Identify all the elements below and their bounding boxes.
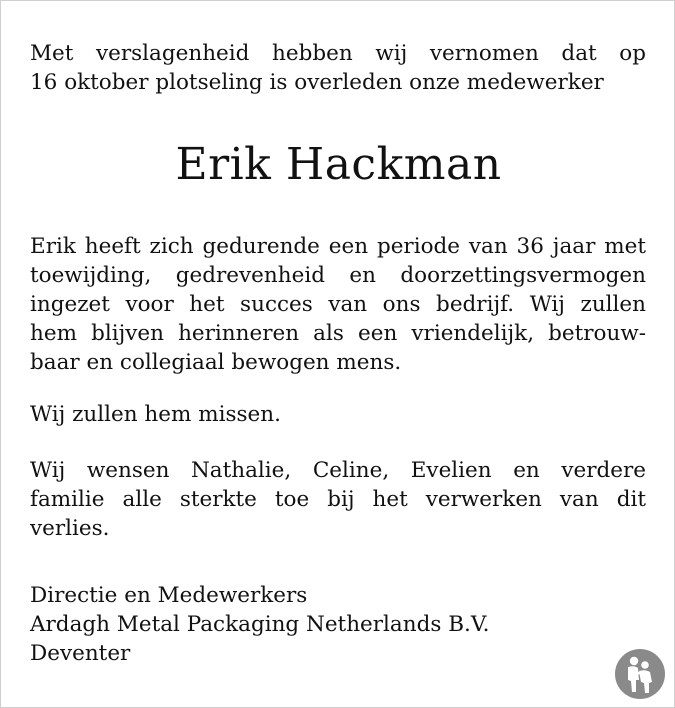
- emblem-figure-left-head: [630, 657, 638, 665]
- missing-paragraph: [30, 400, 646, 429]
- opening-paragraph: [30, 39, 646, 97]
- opening-line-1: Met verslagenheid hebben wij vernomen dat op: [30, 41, 646, 66]
- mourning-figures-icon: [614, 648, 666, 700]
- signature-line-1: Directie en Medewerkers: [30, 583, 308, 608]
- deceased-name: Erik Hackman: [175, 139, 502, 190]
- signature-line-2: Ardagh Metal Packaging Netherlands B.V.: [30, 612, 490, 637]
- tribute-line-4: hem blijven herinneren als een vriendelijk, betrouw-: [30, 321, 646, 346]
- opening-line-2: 16 oktober plotseling is overleden onze medewerker: [30, 70, 604, 95]
- signature-block: [30, 581, 646, 668]
- condolence-line-3: verlies.: [30, 516, 110, 541]
- tribute-paragraph: [30, 232, 646, 377]
- signature-line-3: Deventer: [30, 641, 131, 666]
- condolence-line-2: familie alle sterkte toe bij het verwerken van dit: [30, 487, 646, 512]
- tribute-line-3: ingezet voor het succes van ons bedrijf. Wij zullen: [30, 292, 646, 317]
- missing-line: Wij zullen hem missen.: [30, 402, 281, 427]
- emblem-figure-right-head: [641, 661, 649, 669]
- tribute-line-1: Erik heeft zich gedurende een periode van 36 jaar met: [30, 234, 646, 259]
- condolence-line-1: Wij wensen Nathalie, Celine, Evelien en verdere: [30, 458, 646, 483]
- tribute-line-2: toewijding, gedrevenheid en doorzettingsvermogen: [30, 263, 646, 288]
- tribute-line-5: baar en collegiaal bewogen mens.: [30, 350, 402, 375]
- condolence-paragraph: [30, 456, 646, 543]
